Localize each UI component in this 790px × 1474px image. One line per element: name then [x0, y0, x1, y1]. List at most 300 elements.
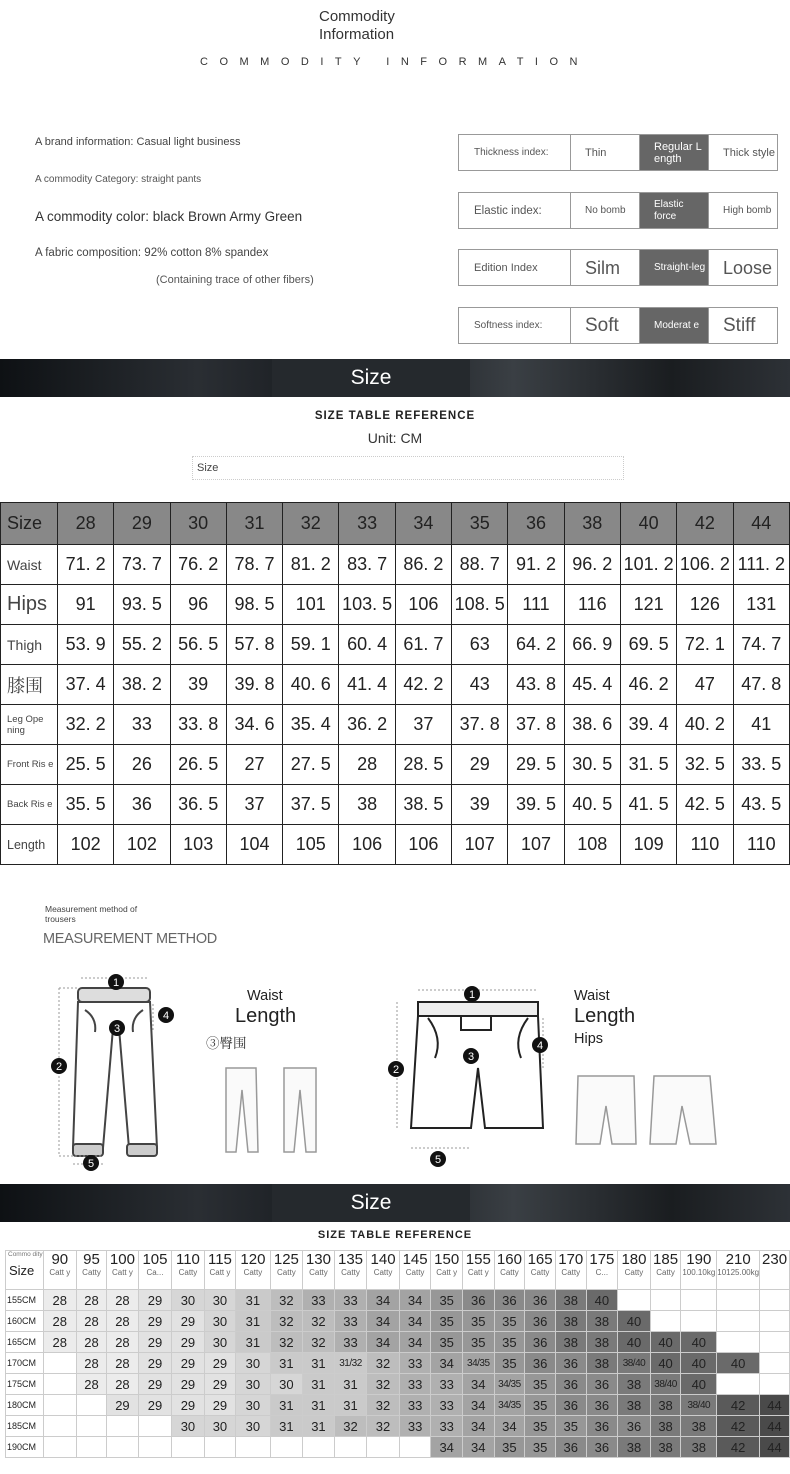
table-cell: 63 [452, 625, 508, 665]
color-info: A commodity color: black Brown Army Green [35, 209, 303, 224]
table-cell: 29 [107, 1395, 139, 1416]
table-cell: 28 [107, 1332, 139, 1353]
label-waist: Waist [574, 988, 610, 1004]
table-cell: 91. 2 [508, 545, 564, 585]
table-cell: 40 [586, 1290, 618, 1311]
height-label: 180CM [6, 1395, 44, 1416]
table-cell: 109 [620, 825, 676, 865]
table-cell: 35 [462, 1332, 494, 1353]
table-cell: 78. 7 [226, 545, 282, 585]
table-cell: 36. 5 [170, 785, 226, 825]
table-cell: 37. 5 [283, 785, 339, 825]
table-cell: 31/32 [334, 1353, 367, 1374]
weight-value: 145 [402, 1251, 428, 1268]
table-cell: 40 [650, 1353, 681, 1374]
table-cell: 28 [107, 1290, 139, 1311]
table-cell: 38 [650, 1437, 681, 1458]
weight-unit: C... [595, 1268, 609, 1277]
table-cell: 37 [395, 705, 451, 745]
index-label: Thickness index: [459, 135, 571, 170]
table-cell: 34 [462, 1437, 494, 1458]
table-cell: 40 [650, 1332, 681, 1353]
table-cell: 61. 7 [395, 625, 451, 665]
table-cell: 86. 2 [395, 545, 451, 585]
table-cell: 47 [677, 665, 733, 705]
weight-value: 155 [465, 1251, 491, 1268]
height-label: 155CM [6, 1290, 44, 1311]
table-cell: 36 [555, 1437, 586, 1458]
table-cell: 30 [236, 1353, 270, 1374]
weight-column-header [76, 1251, 106, 1290]
table-cell: 46. 2 [620, 665, 676, 705]
table-cell [717, 1374, 760, 1395]
table-cell: 106 [395, 825, 451, 865]
row-label: Back Ris e [1, 785, 58, 825]
table-cell: 33 [431, 1395, 463, 1416]
size-header-cell: Size [1, 503, 58, 545]
weight-unit: 10125.00kg [717, 1268, 760, 1277]
table-row [6, 1416, 790, 1437]
weight-unit: Catt y [49, 1268, 71, 1277]
table-cell: 111 [508, 585, 564, 625]
table-cell: 30 [236, 1374, 270, 1395]
index-option: Soft [571, 308, 640, 343]
table-cell: 31 [270, 1395, 303, 1416]
table-cell: 35 [431, 1311, 463, 1332]
table-cell: 121 [620, 585, 676, 625]
table-row [6, 1353, 790, 1374]
table-cell: 33 [399, 1395, 431, 1416]
table-cell: 35 [525, 1374, 556, 1395]
table-cell: 27 [226, 745, 282, 785]
table-cell: 40 [681, 1353, 717, 1374]
table-cell: 32 [334, 1416, 367, 1437]
weight-value: 95 [83, 1251, 100, 1268]
table-cell: 108. 5 [452, 585, 508, 625]
table-row [1, 625, 790, 665]
shorts-sketch-icon [572, 1070, 720, 1150]
size-label: Size [9, 1263, 35, 1278]
weight-column-header [43, 1251, 76, 1290]
table-cell: 31 [236, 1311, 270, 1332]
size-column-header: 42 [677, 503, 733, 545]
table-row [6, 1437, 790, 1458]
measurement-title: MEASUREMENT METHOD [43, 931, 217, 947]
page-subtitle: COMMODITY INFORMATION [200, 56, 589, 68]
table-cell: 28 [76, 1353, 106, 1374]
table-row [1, 745, 790, 785]
size-column-header: 36 [508, 503, 564, 545]
table-cell: 33 [334, 1332, 367, 1353]
weight-column-header [334, 1251, 367, 1290]
table-cell: 40. 6 [283, 665, 339, 705]
table-cell: 42 [717, 1395, 760, 1416]
svg-text:1: 1 [112, 977, 120, 989]
weight-value: 140 [370, 1251, 396, 1268]
table-cell [650, 1290, 681, 1311]
index-label: Elastic index: [459, 193, 571, 228]
size-column-header: 40 [620, 503, 676, 545]
size-column-header: 33 [339, 503, 395, 545]
height-label: 185CM [6, 1416, 44, 1437]
table-cell: 110 [733, 825, 789, 865]
table-cell: 34. 6 [226, 705, 282, 745]
table-row [6, 1332, 790, 1353]
size-column-header: 38 [564, 503, 620, 545]
table-cell: 25. 5 [57, 745, 113, 785]
table-cell: 36 [586, 1437, 618, 1458]
weight-column-header [650, 1251, 681, 1290]
table-cell [172, 1437, 204, 1458]
table-cell [681, 1311, 717, 1332]
index-option-selected: Moderat e [640, 308, 709, 343]
table-cell [138, 1416, 171, 1437]
table-cell: 34 [462, 1374, 494, 1395]
table-cell: 103 [170, 825, 226, 865]
softness-index [458, 307, 778, 344]
table-cell: 36 [525, 1311, 556, 1332]
table-cell [43, 1395, 76, 1416]
category-info: A commodity Category: straight pants [35, 174, 202, 185]
size-column-header: 29 [114, 503, 170, 545]
weight-unit: Catty [341, 1268, 360, 1277]
table-cell: 73. 7 [114, 545, 170, 585]
table-cell: 38/40 [650, 1374, 681, 1395]
table-cell: 41 [733, 705, 789, 745]
brand-info: A brand information: Casual light business [35, 136, 241, 148]
table-cell: 81. 2 [283, 545, 339, 585]
table-cell: 105 [283, 825, 339, 865]
table-cell [650, 1311, 681, 1332]
table-cell: 42 [717, 1437, 760, 1458]
table-cell: 38 [555, 1290, 586, 1311]
table-cell: 102 [57, 825, 113, 865]
table-cell: 36 [525, 1290, 556, 1311]
weight-column-header [760, 1251, 790, 1290]
row-label: Hips [1, 585, 58, 625]
table-cell: 31 [236, 1332, 270, 1353]
table-cell: 37. 4 [57, 665, 113, 705]
shorts-diagram [383, 978, 553, 1170]
table-cell: 27. 5 [283, 745, 339, 785]
table-cell: 30 [204, 1311, 236, 1332]
table-cell: 32 [367, 1353, 400, 1374]
table-cell: 98. 5 [226, 585, 282, 625]
table-cell: 35 [494, 1332, 525, 1353]
table-cell [760, 1374, 790, 1395]
table-cell: 29 [138, 1290, 171, 1311]
index-option-selected: Regular L ength [640, 135, 709, 170]
table-cell [107, 1416, 139, 1437]
index-option: Loose [723, 257, 773, 278]
weight-unit: Catty [561, 1268, 581, 1277]
table-cell: 40 [618, 1332, 651, 1353]
table-cell: 30 [172, 1416, 204, 1437]
weight-value: 125 [273, 1251, 299, 1268]
table-cell: 29 [138, 1353, 171, 1374]
table-cell: 42 [717, 1416, 760, 1437]
size-column-header: 35 [452, 503, 508, 545]
table-cell: 38 [555, 1332, 586, 1353]
table-cell: 28 [76, 1332, 106, 1353]
table-cell: 31. 5 [620, 745, 676, 785]
weight-unit: Catty [624, 1268, 644, 1277]
table-cell: 33 [399, 1374, 431, 1395]
measurement-small-title: Measurement method of trousers [45, 904, 138, 924]
table-cell: 32 [303, 1332, 335, 1353]
table-cell: 28 [107, 1353, 139, 1374]
table-cell: 36. 2 [339, 705, 395, 745]
row-label: Front Ris e [1, 745, 58, 785]
table-cell: 38 [681, 1437, 717, 1458]
table-cell [43, 1353, 76, 1374]
svg-text:1: 1 [468, 989, 476, 1001]
table-cell [204, 1437, 236, 1458]
table-cell: 43. 5 [733, 785, 789, 825]
row-label: Leg Ope ning [1, 705, 58, 745]
weight-column-header [681, 1251, 717, 1290]
table-cell: 37. 8 [452, 705, 508, 745]
table-cell: 59. 1 [283, 625, 339, 665]
weight-column-header [586, 1251, 618, 1290]
table-cell: 30 [270, 1374, 303, 1395]
table-row [1, 585, 790, 625]
size-banner-2 [0, 1184, 790, 1222]
table-cell: 28 [76, 1311, 106, 1332]
table-cell: 29 [204, 1374, 236, 1395]
weight-unit: Catt y [209, 1268, 231, 1277]
table-cell: 29 [172, 1395, 204, 1416]
weight-value: 170 [558, 1251, 584, 1268]
table-row [1, 705, 790, 745]
table-cell: 29 [172, 1332, 204, 1353]
table-cell: 64. 2 [508, 625, 564, 665]
weight-corner-cell [6, 1251, 44, 1290]
table-cell: 29 [138, 1332, 171, 1353]
weight-value: 175 [589, 1251, 615, 1268]
row-label: Waist [1, 545, 58, 585]
weight-size-table [5, 1250, 790, 1458]
table-cell: 103. 5 [339, 585, 395, 625]
table-cell: 36 [586, 1416, 618, 1437]
table-cell: 66. 9 [564, 625, 620, 665]
table-cell: 38. 5 [395, 785, 451, 825]
weight-column-header [204, 1251, 236, 1290]
table-cell: 28 [107, 1311, 139, 1332]
trousers-diagram [45, 968, 185, 1178]
weight-unit: Catty [373, 1268, 393, 1277]
index-label: Softness index: [459, 308, 571, 343]
table-cell: 28. 5 [395, 745, 451, 785]
table-cell [107, 1437, 139, 1458]
table-row [6, 1374, 790, 1395]
table-cell: 35 [431, 1290, 463, 1311]
table-cell: 36 [555, 1374, 586, 1395]
table-cell: 34 [399, 1332, 431, 1353]
size-column-header: 28 [57, 503, 113, 545]
table-cell [303, 1437, 335, 1458]
table-cell: 28 [76, 1374, 106, 1395]
table-cell: 34 [399, 1311, 431, 1332]
table-cell: 56. 5 [170, 625, 226, 665]
table-cell: 35 [494, 1353, 525, 1374]
table-cell: 31 [303, 1395, 335, 1416]
size-banner-label: Size [272, 1184, 470, 1222]
table-cell: 126 [677, 585, 733, 625]
table-row [1, 785, 790, 825]
table-cell: 38 [650, 1416, 681, 1437]
table-cell [399, 1437, 431, 1458]
table-cell: 28 [43, 1311, 76, 1332]
table-cell: 26. 5 [170, 745, 226, 785]
trousers-labels [202, 984, 334, 1030]
table-cell: 111. 2 [733, 545, 789, 585]
table-cell: 34 [367, 1290, 400, 1311]
height-label: 170CM [6, 1353, 44, 1374]
weight-table-title: SIZE TABLE REFERENCE [317, 1229, 473, 1241]
table-cell: 71. 2 [57, 545, 113, 585]
weight-value: 105 [142, 1251, 168, 1268]
weight-value: 190 [686, 1251, 712, 1268]
weight-unit: Catty [500, 1268, 519, 1277]
weight-unit: Catty [656, 1268, 675, 1277]
table-row [6, 1290, 790, 1311]
table-cell: 47. 8 [733, 665, 789, 705]
table-cell: 36 [494, 1290, 525, 1311]
table-cell: 29. 5 [508, 745, 564, 785]
table-cell: 32 [367, 1395, 400, 1416]
table-cell: 26 [114, 745, 170, 785]
table-cell: 29 [172, 1353, 204, 1374]
table-cell: 29 [172, 1374, 204, 1395]
weight-unit: Catty [82, 1268, 101, 1277]
table-cell: 108 [564, 825, 620, 865]
table-cell: 33. 8 [170, 705, 226, 745]
table-cell: 41. 5 [620, 785, 676, 825]
table-cell: 45. 4 [564, 665, 620, 705]
table-cell: 30 [204, 1416, 236, 1437]
weight-value: 130 [305, 1251, 331, 1268]
row-label: 膝围 [1, 665, 58, 705]
svg-text:4: 4 [162, 1010, 170, 1022]
table-cell: 31 [303, 1353, 335, 1374]
table-cell [618, 1290, 651, 1311]
table-cell: 33 [399, 1416, 431, 1437]
table-cell: 101. 2 [620, 545, 676, 585]
svg-text:5: 5 [434, 1154, 442, 1166]
table-cell: 34 [367, 1332, 400, 1353]
weight-unit: Catty [277, 1268, 296, 1277]
table-cell: 38. 6 [564, 705, 620, 745]
table-cell: 36 [525, 1332, 556, 1353]
weight-value: 160 [496, 1251, 522, 1268]
weight-column-header [618, 1251, 651, 1290]
table-cell: 34 [494, 1416, 525, 1437]
table-cell [681, 1290, 717, 1311]
table-cell: 38 [681, 1416, 717, 1437]
table-cell: 57. 8 [226, 625, 282, 665]
size-column-header: 44 [733, 503, 789, 545]
height-label: 190CM [6, 1437, 44, 1458]
table-cell: 38/40 [681, 1395, 717, 1416]
weight-column-header [303, 1251, 335, 1290]
table-cell: 29 [204, 1395, 236, 1416]
weight-column-header [431, 1251, 463, 1290]
trousers-sketch-icon [220, 1060, 338, 1160]
table-cell: 34 [462, 1395, 494, 1416]
weight-column-header [270, 1251, 303, 1290]
table-cell [367, 1437, 400, 1458]
table-cell: 35 [525, 1437, 556, 1458]
table-cell [334, 1437, 367, 1458]
weight-value: 110 [175, 1251, 200, 1268]
fabric-note: (Containing trace of other fibers) [156, 274, 314, 286]
table-cell: 31 [334, 1374, 367, 1395]
label-waist: Waist [247, 988, 283, 1004]
weight-value: 135 [337, 1251, 364, 1268]
table-cell: 96. 2 [564, 545, 620, 585]
table-cell: 31 [303, 1416, 335, 1437]
table-cell: 44 [760, 1437, 790, 1458]
table-cell: 32. 5 [677, 745, 733, 785]
table-cell: 30 [204, 1332, 236, 1353]
weight-value: 100 [109, 1251, 135, 1268]
weight-unit: Catty [178, 1268, 198, 1277]
table-cell: 31 [270, 1416, 303, 1437]
table-cell: 35. 4 [283, 705, 339, 745]
table-cell: 41. 4 [339, 665, 395, 705]
table-row [1, 545, 790, 585]
weight-unit: 100.10kg [682, 1268, 716, 1277]
table-cell: 36 [618, 1416, 651, 1437]
table-cell [270, 1437, 303, 1458]
table-cell: 39. 8 [226, 665, 282, 705]
table-cell: 34 [431, 1437, 463, 1458]
table-cell: 38 [339, 785, 395, 825]
table-row [1, 665, 790, 705]
table-cell: 55. 2 [114, 625, 170, 665]
table-cell: 31 [270, 1353, 303, 1374]
weight-unit: Catty [530, 1268, 550, 1277]
table-cell: 96 [170, 585, 226, 625]
table-cell: 107 [508, 825, 564, 865]
table-cell: 29 [138, 1374, 171, 1395]
table-cell: 38 [555, 1311, 586, 1332]
table-cell [76, 1416, 106, 1437]
weight-value: 185 [653, 1251, 679, 1268]
table-cell: 32 [270, 1290, 303, 1311]
table-cell: 31 [303, 1374, 335, 1395]
table-cell: 29 [452, 745, 508, 785]
table-cell: 38 [586, 1353, 618, 1374]
table-cell: 29 [138, 1395, 171, 1416]
table-cell: 39 [452, 785, 508, 825]
table-cell: 29 [204, 1353, 236, 1374]
page-title: Commodity Information [319, 8, 395, 43]
table-cell: 107 [452, 825, 508, 865]
table-cell: 31 [334, 1395, 367, 1416]
table-cell: 34 [399, 1290, 431, 1311]
table-cell: 32 [303, 1311, 335, 1332]
table-cell: 33 [431, 1374, 463, 1395]
table-cell: 35 [555, 1416, 586, 1437]
fabric-info: A fabric composition: 92% cotton 8% spandex [35, 247, 269, 259]
table-cell: 42. 5 [677, 785, 733, 825]
weight-value: 115 [207, 1251, 232, 1268]
index-label: Edition Index [459, 250, 571, 285]
table-cell [760, 1290, 790, 1311]
table-cell: 30 [236, 1416, 270, 1437]
